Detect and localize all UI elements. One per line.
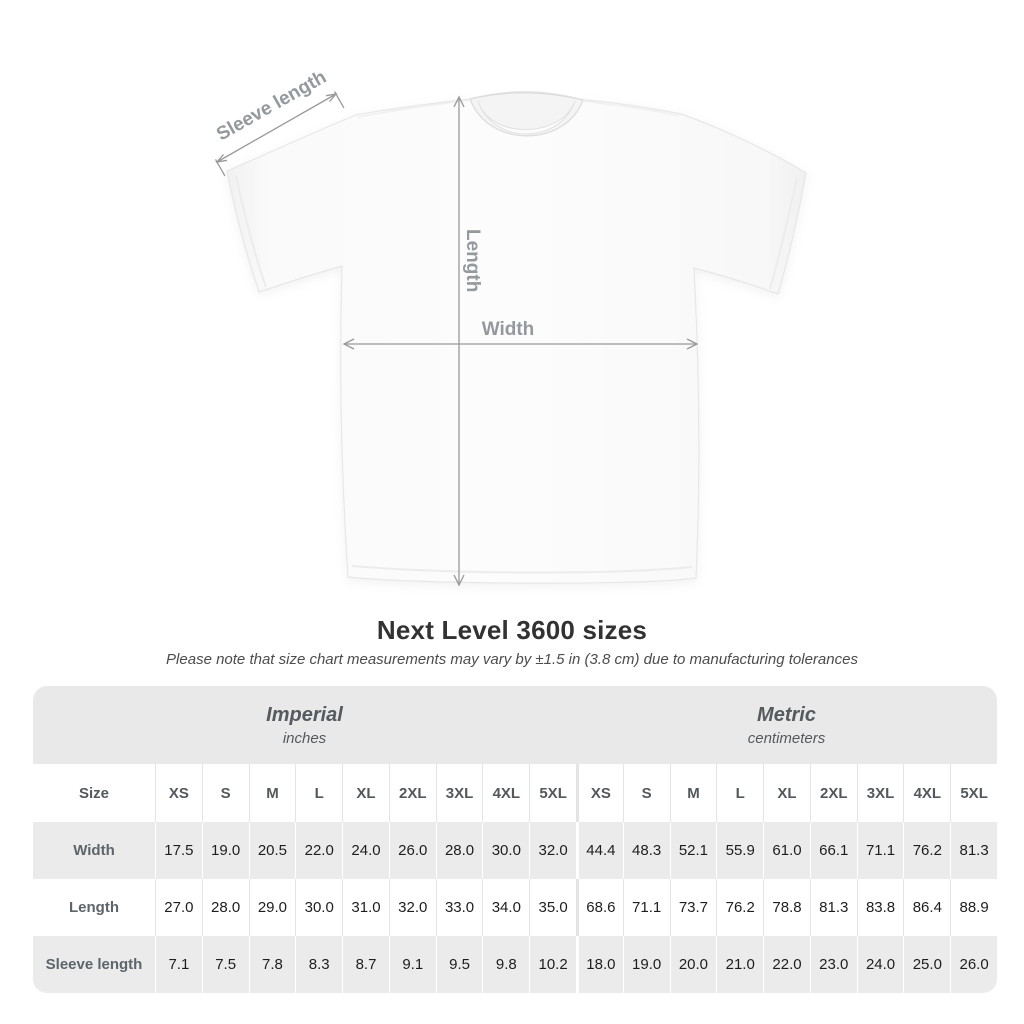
size-value-cell: 81.3 [950,822,997,879]
size-column-header: M [670,764,717,822]
metric-group-name: Metric [757,703,816,726]
size-value-cell: 61.0 [763,822,810,879]
size-value-cell: 88.9 [950,879,997,936]
size-value-cell: 86.4 [903,879,950,936]
size-value-cell: 19.0 [202,822,249,879]
size-value-cell: 55.9 [716,822,763,879]
size-value-cell: 32.0 [389,879,436,936]
size-value-cell: 52.1 [670,822,717,879]
size-value-cell: 26.0 [389,822,436,879]
size-value-cell: 25.0 [903,936,950,993]
size-value-cell: 76.2 [903,822,950,879]
size-header-row [33,764,997,822]
size-value-cell: 9.5 [436,936,483,993]
imperial-group-header [33,686,576,764]
size-column-header: 5XL [950,764,997,822]
size-column-header: S [623,764,670,822]
size-column-header: 5XL [529,764,576,822]
tolerance-note: Please note that size chart measurements may vary by ±1.5 in (3.8 cm) due to manufacturing tolerances [166,651,858,668]
size-value-cell: 10.2 [529,936,576,993]
size-value-cell: 7.8 [249,936,296,993]
size-value-cell: 19.0 [623,936,670,993]
size-value-cell: 27.0 [155,879,202,936]
size-value-cell: 30.0 [482,822,529,879]
size-value-cell: 66.1 [810,822,857,879]
size-value-cell: 83.8 [857,879,904,936]
size-value-cell: 73.7 [670,879,717,936]
size-value-cell: 78.8 [763,879,810,936]
size-value-cell: 23.0 [810,936,857,993]
size-value-cell: 24.0 [342,822,389,879]
size-value-cell: 71.1 [857,822,904,879]
metric-group-header [576,686,997,764]
size-table [33,686,997,993]
imperial-group-unit: inches [282,729,327,747]
size-value-cell: 9.1 [389,936,436,993]
size-value-cell: 44.4 [576,822,623,879]
size-value-cell: 9.8 [482,936,529,993]
sleeve-length-dimension-label: Sleeve length [213,66,331,146]
table-row-length [33,879,997,936]
size-value-cell: 24.0 [857,936,904,993]
row-label: Length [69,899,119,916]
unit-header-band [33,686,997,764]
size-value-cell: 33.0 [436,879,483,936]
metric-group-unit: centimeters [747,729,826,747]
size-column-header: 3XL [436,764,483,822]
size-value-cell: 30.0 [295,879,342,936]
size-value-cell: 8.7 [342,936,389,993]
size-value-cell: 28.0 [436,822,483,879]
size-value-cell: 20.5 [249,822,296,879]
size-value-cell: 26.0 [950,936,997,993]
size-value-cell: 21.0 [716,936,763,993]
size-column-header: L [716,764,763,822]
size-value-cell: 7.5 [202,936,249,993]
size-value-cell: 18.0 [576,936,623,993]
size-column-header: S [202,764,249,822]
size-column-header: 4XL [903,764,950,822]
size-value-cell: 76.2 [716,879,763,936]
size-row-label: Size [78,784,109,802]
size-value-cell: 7.1 [155,936,202,993]
size-value-cell: 81.3 [810,879,857,936]
size-value-cell: 35.0 [529,879,576,936]
tshirt-body [227,99,806,583]
size-value-cell: 29.0 [249,879,296,936]
size-value-cell: 28.0 [202,879,249,936]
table-row-width [33,822,997,879]
imperial-group-name: Imperial [266,703,343,726]
size-column-header: XL [763,764,810,822]
size-value-cell: 31.0 [342,879,389,936]
size-column-header: XL [342,764,389,822]
size-value-cell: 22.0 [295,822,342,879]
size-column-header: L [295,764,342,822]
size-value-cell: 34.0 [482,879,529,936]
size-value-cell: 68.6 [576,879,623,936]
size-value-cell: 48.3 [623,822,670,879]
size-value-cell: 8.3 [295,936,342,993]
size-value-cell: 17.5 [155,822,202,879]
size-value-cell: 20.0 [670,936,717,993]
size-value-cell: 71.1 [623,879,670,936]
page-title: Next Level 3600 sizes [376,615,648,645]
table-row-sleeve-length [33,936,997,993]
size-value-cell: 32.0 [529,822,576,879]
width-dimension-label: Width [481,319,535,340]
size-value-cell: 22.0 [763,936,810,993]
size-column-header: 2XL [389,764,436,822]
size-column-header: XS [155,764,202,822]
row-label: Width [73,842,115,859]
size-column-header: 2XL [810,764,857,822]
row-label: Sleeve length [45,956,143,973]
size-column-header: XS [576,764,623,822]
length-dimension-label: Length [462,229,483,293]
size-column-header: 3XL [857,764,904,822]
size-column-header: M [249,764,296,822]
size-column-header: 4XL [482,764,529,822]
